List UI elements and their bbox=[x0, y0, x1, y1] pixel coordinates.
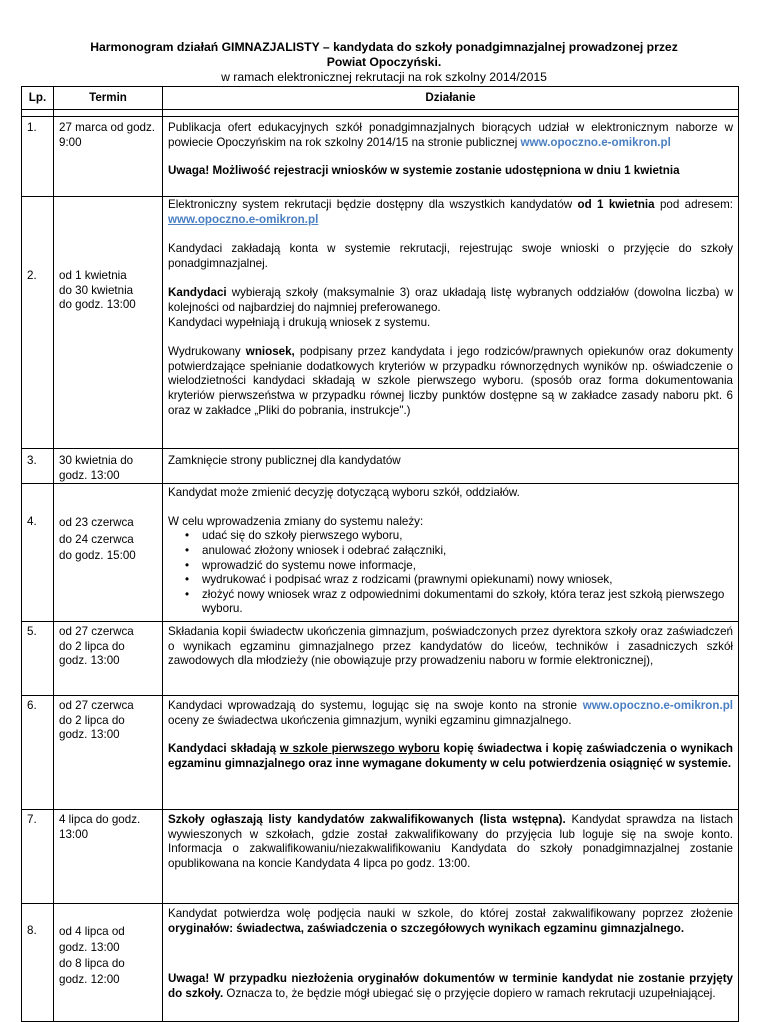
row-termin bbox=[54, 904, 163, 1022]
row-text-bold: Kandydaci bbox=[168, 286, 227, 300]
row-termin bbox=[54, 696, 163, 810]
row-dzialanie bbox=[163, 117, 739, 197]
row-number: 1. bbox=[22, 117, 54, 197]
row-number: 2. bbox=[22, 197, 54, 449]
row-dzialanie bbox=[163, 904, 739, 1022]
row-text: Oznacza to, że będzie mógł ubiegać się o przyjęcie dopiero w ramach rekrutacji uzupełniającej. bbox=[223, 986, 716, 1000]
row-text-bold: kopię świadectwa i kopię zaświadczenia o wynikach egzaminu gimnazjalnego oraz inne wymagane dokumenty w celu potwierdzenia osiągnięć w systemie. bbox=[168, 742, 733, 770]
row-text: W celu wprowadzenia zmiany do systemu należy: bbox=[168, 514, 424, 528]
row-number: 4. bbox=[22, 484, 54, 622]
row-text: wybierają szkoły (maksymalnie 3) oraz układają listę wybranych oddziałów (dowolna liczba) w kolejności od najbardziej do najmniej preferowanego. bbox=[168, 286, 733, 314]
row-text-underlined: w szkole pierwszego wyboru bbox=[279, 742, 440, 756]
row-text: Kandydaci wprowadzają do systemu, logując się na swoje konto na stronie bbox=[168, 699, 583, 713]
termin-line: godz. 13:00 bbox=[59, 654, 120, 668]
row-text-bold: wniosek, bbox=[245, 345, 295, 359]
list-item: • anulować złożony wniosek i odebrać załączniki, bbox=[202, 544, 733, 559]
row-text-bold: Kandydaci składają bbox=[168, 742, 280, 756]
row-text-bold: Szkoły ogłaszają listy kandydatów zakwalifikowanych (lista wstępna). bbox=[168, 813, 566, 827]
website-link[interactable]: www.opoczno.e-omikron.pl bbox=[582, 699, 733, 713]
row-note: Uwaga! Możliwość rejestracji wniosków w systemie zostanie udostępniona w dniu 1 kwietnia bbox=[168, 164, 680, 178]
termin-line: do 2 lipca do bbox=[59, 713, 125, 727]
table-spacer-row bbox=[22, 110, 739, 117]
list-item: • udać się do szkoły pierwszego wyboru, bbox=[202, 529, 733, 544]
row-termin bbox=[54, 197, 163, 449]
row-text: Kandydaci wypełniają i drukują wniosek z systemu. bbox=[168, 315, 431, 329]
row-text-bold: oryginałów: świadectwa, zaświadczenia o szczegółowych wynikach egzaminu gimnazjalnego. bbox=[168, 921, 685, 935]
row-dzialanie: Zamknięcie strony publicznej dla kandydatów bbox=[163, 449, 739, 484]
header-dzialanie: Działanie bbox=[163, 87, 739, 110]
row-text-bold: Uwaga! W przypadku niezłożenia oryginałów dokumentów w terminie kandydat nie zostanie przyjęty do szkoły. bbox=[168, 972, 733, 1000]
row-termin bbox=[54, 484, 163, 622]
table-row bbox=[22, 810, 739, 904]
row-number: 6. bbox=[22, 696, 54, 810]
termin-line: od 4 lipca od bbox=[59, 925, 125, 939]
title-line-2: Powiat Opoczyński. bbox=[326, 55, 442, 69]
website-link[interactable]: www.opoczno.e-omikron.pl bbox=[168, 212, 319, 226]
table-row bbox=[22, 904, 739, 1022]
termin-line: do godz. 15:00 bbox=[59, 549, 136, 563]
row-termin: 4 lipca do godz. 13:00 bbox=[54, 810, 163, 904]
row-text-bold: od 1 kwietnia bbox=[577, 198, 655, 211]
termin-line: do 30 kwietnia bbox=[59, 283, 134, 297]
document-title bbox=[20, 40, 748, 85]
termin-line: godz. 13:00 bbox=[59, 728, 120, 742]
termin-line: do 2 lipca do bbox=[59, 639, 125, 653]
row-text: Publikacja ofert edukacyjnych szkół ponadgimnazjalnych biorących udział w elektronicznym naborze w powiecie Opoczyńskim na rok szkolny 2014/15 na stronie publicznej bbox=[168, 121, 733, 149]
table-row bbox=[22, 696, 739, 810]
row-termin: 30 kwietnia do godz. 13:00 bbox=[54, 449, 163, 484]
row-dzialanie bbox=[163, 810, 739, 904]
table-header-row bbox=[22, 87, 739, 110]
termin-line: od 23 czerwca bbox=[59, 516, 134, 530]
table-row bbox=[22, 117, 739, 197]
termin-line: do 24 czerwca bbox=[59, 532, 134, 546]
list-item: • wydrukować i podpisać wraz z rodzicami (prawnymi opiekunami) nowy wniosek, bbox=[202, 573, 733, 588]
table-row bbox=[22, 622, 739, 696]
row-text: Kandydat sprawdza na listach wywieszonych w szkołach, gdzie został zakwalifikowany do przyjęcia lub loguje się na swoje konto. Informacja o zakwalifikowaniu/niezakwalifikowaniu Kandydata do szkoły ponadgimnazjalnej zostanie opublikowana na koncie Kandydata 4 lipca po godz. 13:00. bbox=[168, 813, 733, 870]
termin-line: do godz. 13:00 bbox=[59, 298, 136, 312]
row-text: podpisany przez kandydata i jego rodziców/prawnych opiekunów oraz dokumenty potwierdzające spełnianie dodatkowych kryteriów w przypadku równorzędnych wyników np. oświadczenie o wielodzietności kandydaci składają w szkole pierwszego wyboru. (sposób oraz forma dokumentowania kryteriów pierwszeństwa w przypadku równej liczby punktów dostępne są w zakładce zasady naboru pkt. 6 oraz w zakładce „Pliki do pobrania, instrukcje".) bbox=[168, 345, 733, 417]
row-text: Wydrukowany bbox=[168, 345, 246, 359]
termin-line: godz. 12:00 bbox=[59, 973, 120, 987]
row-text: Kandydaci zakładają konta w systemie rekrutacji, rejestrując swoje wnioski o przyjęcie do szkoły ponadgimnazjalnej. bbox=[168, 242, 733, 270]
row-text: oceny ze świadectwa ukończenia gimnazjum, wyniki egzaminu gimnazjalnego. bbox=[168, 713, 572, 727]
table-row bbox=[22, 484, 739, 622]
row-number: 5. bbox=[22, 622, 54, 696]
schedule-table bbox=[21, 86, 739, 1022]
change-steps-list bbox=[168, 529, 733, 617]
row-dzialanie bbox=[163, 197, 739, 449]
table-row bbox=[22, 197, 739, 449]
row-text: Elektroniczny system rekrutacji będzie dostępny dla wszystkich kandydatów bbox=[168, 198, 578, 211]
termin-line: do 8 lipca do bbox=[59, 957, 125, 971]
row-number: 8. bbox=[22, 904, 54, 1022]
termin-line: od 1 kwietnia bbox=[59, 269, 127, 282]
table-row bbox=[22, 449, 739, 484]
row-text: Kandydat potwierdza wolę podjęcia nauki w szkole, do której został zakwalifikowany poprzez złożenie bbox=[168, 907, 733, 921]
row-termin: 27 marca od godz. 9:00 bbox=[54, 117, 163, 197]
termin-line: od 27 czerwca bbox=[59, 699, 134, 713]
termin-line: od 27 czerwca bbox=[59, 625, 134, 639]
website-link[interactable]: www.opoczno.e-omikron.pl bbox=[520, 135, 671, 149]
row-dzialanie: Składania kopii świadectw ukończenia gimnazjum, poświadczonych przez dyrektora szkoły oraz zaświadczeń o wynikach egzaminu gimnazjalnego przez kandydatów do liceów, techników i zasadniczych szkół zawodowych dla młodzieży (nie obowiązuje przy prowadzeniu naboru w formie elektronicznej), bbox=[163, 622, 739, 696]
title-line-3: w ramach elektronicznej rekrutacji na rok szkolny 2014/2015 bbox=[221, 70, 547, 84]
row-termin bbox=[54, 622, 163, 696]
row-dzialanie bbox=[163, 696, 739, 810]
row-number: 3. bbox=[22, 449, 54, 484]
list-item: • wprowadzić do systemu nowe informacje, bbox=[202, 559, 733, 574]
header-termin: Termin bbox=[54, 87, 163, 110]
list-item: • złożyć nowy wniosek wraz z odpowiednimi dokumentami do szkoły, która teraz jest szkołą pierwszego wyboru. bbox=[202, 588, 733, 617]
termin-line: godz. 13:00 bbox=[59, 941, 120, 955]
row-text: pod adresem: bbox=[654, 198, 733, 211]
title-line-1: Harmonogram działań GIMNAZJALISTY – kandydata do szkoły ponadgimnazjalnej prowadzonej przez bbox=[90, 40, 678, 54]
row-dzialanie bbox=[163, 484, 739, 622]
header-lp: Lp. bbox=[22, 87, 54, 110]
row-text: Kandydat może zmienić decyzję dotyczącą wyboru szkół, oddziałów. bbox=[168, 486, 520, 500]
row-number: 7. bbox=[22, 810, 54, 904]
